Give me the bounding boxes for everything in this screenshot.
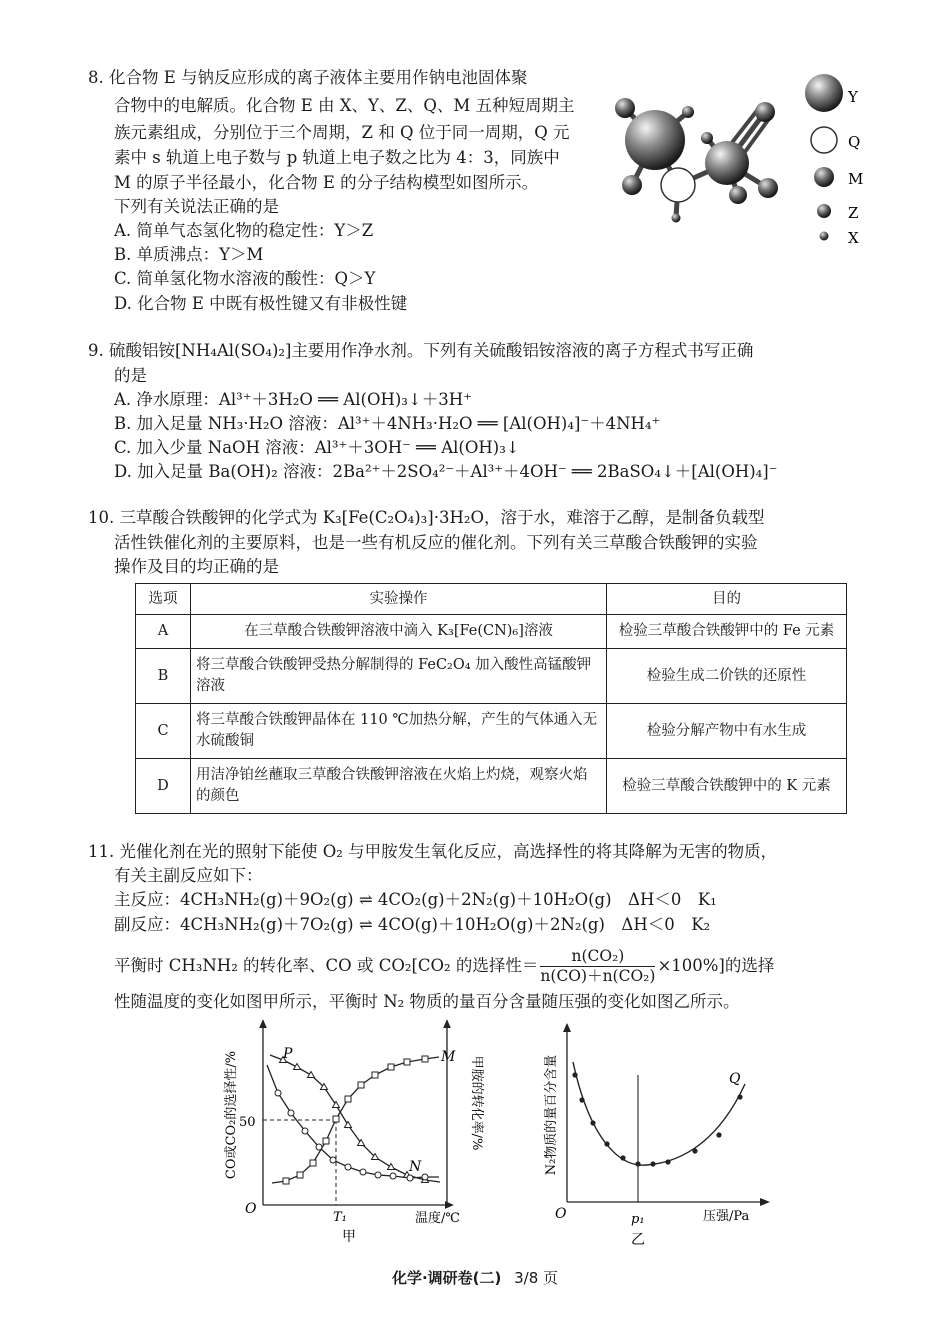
q10-line: 操作及目的均正确的是: [114, 557, 279, 576]
table-cell-purpose: 检验三草酸合铁酸钾中的 K 元素: [607, 759, 847, 814]
legend-m-ball: [814, 167, 834, 187]
jia-series-n-point: [360, 1169, 366, 1175]
table-header: 实验操作: [191, 584, 607, 615]
jia-series-m-point: [372, 1072, 378, 1078]
fraction-numerator: n(CO₂): [540, 947, 655, 967]
footer-page-number: 3/8 页: [514, 1269, 559, 1287]
yi-series-q-point: [635, 1161, 640, 1166]
q8-option-c: C. 简单氢化物水溶液的酸性：Q＞Y: [114, 269, 376, 288]
jia-series-m-point: [310, 1160, 316, 1166]
q9-line: 的是: [114, 366, 147, 385]
atom-z: [701, 132, 713, 144]
table-cell-option: D: [136, 759, 191, 814]
jia-x-tick: T₁: [333, 1210, 347, 1225]
table-cell-operation: 用洁净铂丝蘸取三草酸合铁酸钾溶液在火焰上灼烧，观察火焰的颜色: [191, 759, 607, 814]
jia-series-n-point: [390, 1173, 396, 1179]
legend-m-label: M: [848, 170, 864, 188]
q10-line: 10. 三草酸合铁酸钾的化学式为 K₃[Fe(C₂O₄)₃]·3H₂O，溶于水，难溶于乙醇，是制备负载型: [88, 508, 765, 527]
yi-origin: O: [555, 1206, 567, 1222]
table-header: 选项: [136, 584, 191, 615]
q10-line: 活性铁催化剂的主要原料，也是一些有机反应的催化剂。下列有关三草酸合铁酸钾的实验: [114, 533, 758, 552]
jia-series-m-point: [358, 1082, 364, 1088]
table-cell-purpose: 检验三草酸合铁酸钾中的 Fe 元素: [607, 615, 847, 649]
table-row: [136, 615, 847, 649]
q8-option-d: D. 化合物 E 中既有极性键又有非极性键: [114, 294, 408, 313]
jia-series-p-point: [345, 1122, 352, 1128]
atom-z: [682, 106, 694, 118]
jia-series-m-point: [388, 1064, 394, 1070]
fraction-denominator: n(CO)＋n(CO₂): [540, 967, 656, 985]
yi-series-q-point: [737, 1094, 742, 1099]
yi-series-q-point: [620, 1155, 625, 1160]
jia-series-n-point: [275, 1090, 281, 1096]
jia-y-axis-label: CO或CO₂的选择性/%: [224, 1050, 239, 1180]
selectivity-suffix: ×100%]的选择: [657, 956, 775, 975]
table-cell-option: C: [136, 704, 191, 759]
yi-series-q-point: [579, 1097, 584, 1102]
q11-main-reaction: 主反应：4CH₃NH₂(g)＋9O₂(g) ⇌ 4CO₂(g)＋2N₂(g)＋10H₂O(g) ΔH＜0 K₁: [114, 890, 717, 909]
atom-m: [615, 98, 635, 118]
chart-jia: [215, 1015, 485, 1250]
q8-line: 合物中的电解质。化合物 E 由 X、Y、Z、Q、M 五种短周期主: [114, 96, 575, 115]
yi-series-q-point: [604, 1141, 609, 1146]
legend-x-ball: [820, 232, 829, 241]
yi-series-q-point: [572, 1072, 577, 1077]
yi-series-q-point: [665, 1159, 670, 1164]
yi-series-q-point: [692, 1148, 697, 1153]
table-cell-operation: 将三草酸合铁酸钾受热分解制得的 FeC₂O₄ 加入酸性高锰酸钾溶液: [191, 649, 607, 704]
table-row: [136, 759, 847, 814]
jia-series-label-m: M: [441, 1049, 456, 1065]
yi-series-q-line: [573, 1062, 745, 1165]
yi-series-q-point: [650, 1161, 655, 1166]
jia-series-n-point: [375, 1172, 381, 1178]
chart-yi: [535, 1020, 795, 1255]
jia-series-m-point: [283, 1178, 289, 1184]
yi-plot-area: [563, 1023, 770, 1206]
jia-series-n-point: [330, 1157, 336, 1163]
q9-option-b: B. 加入足量 NH₃·H₂O 溶液：Al³⁺＋4NH₃·H₂O ══ [Al(OH)₄]⁻＋4NH₄⁺: [114, 414, 661, 433]
jia-caption: 甲: [342, 1229, 356, 1245]
q11-line: 性随温度的变化如图甲所示，平衡时 N₂ 物质的量百分含量随压强的变化如图乙所示。: [114, 992, 740, 1011]
q11-line: 11. 光催化剂在光的照射下能使 O₂ 与甲胺发生氧化反应，高选择性的将其降解为无害的物质，: [88, 842, 778, 861]
atom-m: [755, 102, 775, 122]
table-row: [136, 649, 847, 704]
yi-series-q-point: [716, 1132, 721, 1137]
q11-selectivity-line: [114, 946, 774, 986]
atom-m: [729, 186, 747, 204]
q9-line: 9. 硫酸铝铵[NH₄Al(SO₄)₂]主要用作净水剂。下列有关硫酸铝铵溶液的离子方程式书写正确: [88, 341, 754, 360]
yi-caption: 乙: [631, 1232, 645, 1248]
q9-option-a: A. 净水原理：Al³⁺＋3H₂O ══ Al(OH)₃↓＋3H⁺: [114, 390, 472, 409]
molecule-model-figure: [600, 60, 880, 260]
jia-x-axis-label: 温度/℃: [415, 1211, 460, 1226]
jia-series-m-point: [297, 1172, 303, 1178]
jia-series-p-point: [308, 1072, 315, 1078]
jia-series-m-point: [404, 1059, 410, 1065]
jia-series-n-point: [302, 1128, 308, 1134]
yi-y-arrow: [563, 1023, 571, 1032]
atom-x: [672, 214, 681, 223]
footer-subject: 化学·调研卷(二): [391, 1269, 502, 1287]
jia-series-n-point: [316, 1144, 322, 1150]
jia-origin: O: [245, 1201, 257, 1217]
jia-y-tick: 50: [239, 1115, 256, 1130]
yi-series-q-point: [590, 1120, 595, 1125]
molecule-legend: [805, 74, 863, 247]
table-cell-operation: 在三草酸合铁酸钾溶液中滴入 K₃[Fe(CN)₆]溶液: [191, 615, 607, 649]
legend-y-ball: [805, 74, 843, 112]
q9-option-d: D. 加入足量 Ba(OH)₂ 溶液：2Ba²⁺＋2SO₄²⁻＋Al³⁺＋4OH⁻ ══ 2BaSO₄↓＋[Al(OH)₄]⁻: [114, 462, 778, 481]
jia-series-m-point: [333, 1116, 339, 1122]
table-header-row: [136, 584, 847, 615]
q8-option-b: B. 单质沸点：Y＞M: [114, 245, 264, 264]
atom-y: [625, 110, 685, 170]
experiment-table: [135, 583, 847, 814]
legend-z-ball: [817, 204, 831, 218]
jia-series-p-point: [388, 1164, 395, 1170]
q9-option-c: C. 加入少量 NaOH 溶液：Al³⁺＋3OH⁻ ══ Al(OH)₃↓: [114, 438, 520, 457]
q8-line: 素中 s 轨道上电子数与 p 轨道上电子数之比为 4：3，同族中: [114, 148, 560, 167]
jia-series-label-n: N: [409, 1159, 422, 1175]
atom-q: [661, 168, 695, 202]
jia-series-m-point: [422, 1056, 428, 1062]
table-cell-purpose: 检验生成二价铁的还原性: [607, 649, 847, 704]
q8-line: 下列有关说法正确的是: [114, 197, 279, 216]
table-cell-option: B: [136, 649, 191, 704]
jia-series-n-point: [407, 1175, 413, 1181]
yi-y-axis-label: N₂物质的量百分含量: [544, 1054, 559, 1176]
legend-q-label: Q: [848, 133, 861, 151]
q8-line: 8. 化合物 E 与钠反应形成的离子液体主要用作钠电池固体聚: [88, 68, 528, 87]
selectivity-prefix: 平衡时 CH₃NH₂ 的转化率、CO 或 CO₂[CO₂ 的选择性＝: [114, 956, 539, 975]
table-header: 目的: [607, 584, 847, 615]
q8-line: 族元素组成，分别位于三个周期，Z 和 Q 位于同一周期，Q 元: [114, 123, 570, 142]
q11-line: 有关主副反应如下：: [114, 866, 263, 885]
jia-series-n-point: [345, 1164, 351, 1170]
selectivity-fraction: [540, 947, 655, 986]
table-cell-purpose: 检验分解产物中有水生成: [607, 704, 847, 759]
yi-x-tick: p₁: [631, 1212, 645, 1227]
page-footer: [0, 1267, 950, 1288]
atom-m: [622, 175, 642, 195]
atom-y: [705, 141, 749, 185]
jia-series-n-point: [288, 1110, 294, 1116]
q11-side-reaction: 副反应：4CH₃NH₂(g)＋7O₂(g) ⇌ 4CO(g)＋10H₂O(g)＋2N₂(g) ΔH＜0 K₂: [114, 915, 711, 934]
table-cell-option: A: [136, 615, 191, 649]
legend-q-ball: [811, 127, 837, 153]
legend-x-label: X: [848, 229, 859, 247]
legend-z-label: Z: [848, 204, 859, 222]
yi-x-axis-label: 压强/Pa: [703, 1209, 750, 1224]
yi-x-arrow: [760, 1198, 770, 1206]
yi-series-label-q: Q: [729, 1071, 741, 1087]
jia-series-label-p: P: [283, 1046, 293, 1062]
jia-series-n-point: [422, 1174, 428, 1180]
legend-y-label: Y: [848, 88, 858, 106]
jia-series-m-point: [323, 1138, 329, 1144]
jia-y2-axis-label: 甲胺的转化率/%: [469, 1055, 484, 1151]
q8-option-a: A. 简单气态氢化物的稳定性：Y＞Z: [114, 221, 374, 240]
table-row: [136, 704, 847, 759]
table-cell-operation: 将三草酸合铁酸钾晶体在 110 ℃加热分解，产生的气体通入无水硫酸铜: [191, 704, 607, 759]
q8-line: M 的原子半径最小，化合物 E 的分子结构模型如图所示。: [114, 173, 539, 192]
atom-m: [758, 178, 778, 198]
jia-series-m-point: [345, 1096, 351, 1102]
